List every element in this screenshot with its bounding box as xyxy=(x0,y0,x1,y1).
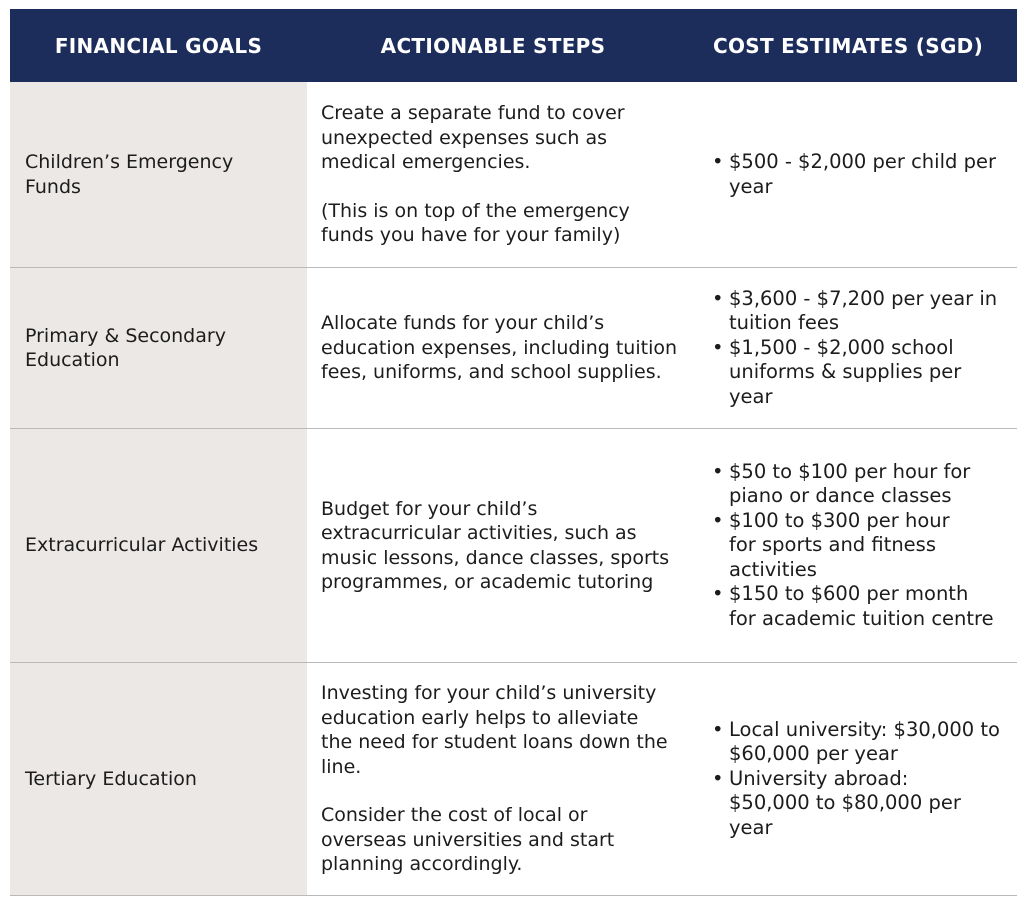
goal-text: Primary & Secondary Education xyxy=(25,324,226,371)
cost-list xyxy=(711,718,1004,841)
cost-list xyxy=(711,460,999,632)
step-text: Budget for your child’s extracurricular activities, such as music lessons, dance classes, sports programmes, or academic tutoring xyxy=(321,497,670,593)
cost-list xyxy=(711,150,999,199)
cost-item: • University abroad: $50,000 to $80,000 per year xyxy=(729,767,994,841)
costs-cell xyxy=(701,268,1017,428)
header-actionable-steps: ACTIONABLE STEPS xyxy=(380,33,606,58)
cost-item: • $500 - $2,000 per child per year xyxy=(729,150,999,199)
step-text: Allocate funds for your child’s education expenses, including tuition fees, uniforms, and school supplies. xyxy=(321,312,678,384)
costs-cell xyxy=(701,663,1017,895)
cost-item: • $3,600 - $7,200 per year in tuition fees xyxy=(729,287,1004,336)
header-financial-goals: FINANCIAL GOALS xyxy=(54,33,263,58)
steps-cell xyxy=(307,429,701,662)
table-row xyxy=(10,82,1017,268)
costs-cell xyxy=(701,82,1017,267)
table-header xyxy=(10,9,1017,82)
cost-item: • Local university: $30,000 to $60,000 per year xyxy=(729,718,1004,767)
table-row xyxy=(10,268,1017,429)
steps-cell xyxy=(307,663,701,895)
cost-item: • $150 to $600 per month for academic tuition centre xyxy=(729,582,994,631)
costs-cell xyxy=(701,429,1017,662)
goal-text: Children’s Emergency Funds xyxy=(25,151,234,198)
step-text: (This is on top of the emergency funds you have for your family) xyxy=(321,199,630,247)
financial-goals-table xyxy=(10,9,1017,896)
header-cost-estimates: COST ESTIMATES (SGD) xyxy=(712,33,984,58)
table-row xyxy=(10,663,1017,896)
cost-item: • $50 to $100 per hour for piano or dance classes xyxy=(729,460,999,509)
cost-item: • $100 to $300 per hour for sports and fitness activities xyxy=(729,509,979,583)
goal-cell xyxy=(10,429,307,662)
goal-text: Extracurricular Activities xyxy=(25,534,259,557)
goal-cell xyxy=(10,663,307,895)
step-text: Create a separate fund to cover unexpected expenses such as medical emergencies. xyxy=(321,102,625,174)
step-text: Consider the cost of local or overseas universities and start planning accordingly. xyxy=(321,804,615,876)
cost-list xyxy=(711,287,1004,410)
steps-cell xyxy=(307,268,701,428)
goal-cell xyxy=(10,268,307,428)
goal-cell xyxy=(10,82,307,267)
step-text: Investing for your child’s university education early helps to alleviate the need for student loans down the line. xyxy=(321,682,668,778)
steps-cell xyxy=(307,82,701,267)
cost-item: • $1,500 - $2,000 school uniforms & supplies per year xyxy=(729,336,989,410)
goal-text: Tertiary Education xyxy=(25,767,197,790)
table-row xyxy=(10,429,1017,663)
